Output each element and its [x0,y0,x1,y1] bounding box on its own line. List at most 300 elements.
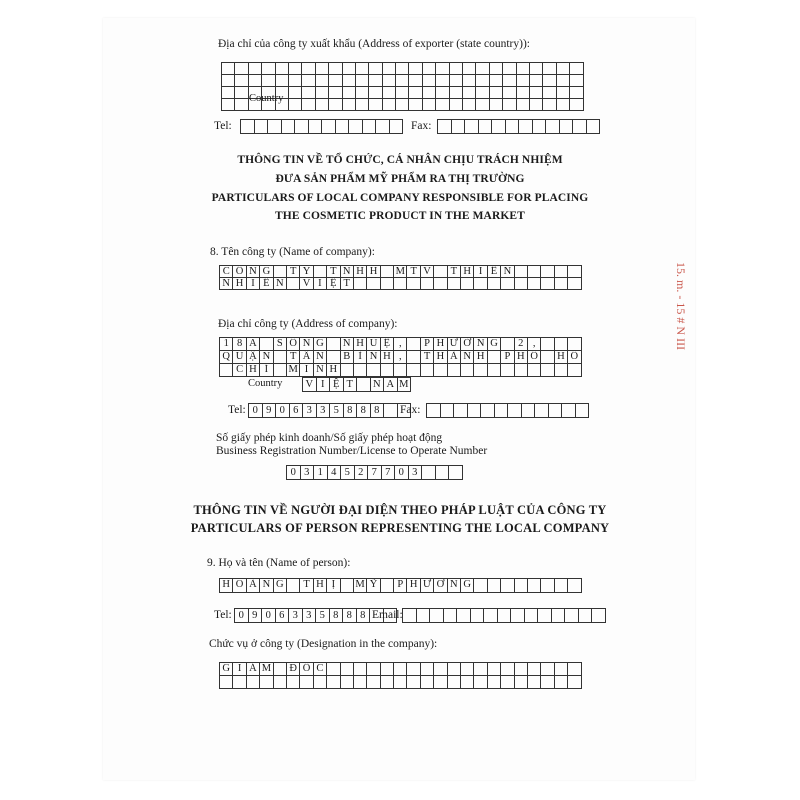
grid-cell: H [327,364,340,377]
exporter-fax-label: Fax: [411,120,432,132]
field-cell [522,404,536,417]
field-cell: 8 [343,609,357,622]
grid-cell: M [260,663,273,676]
field-cell [546,120,560,133]
field-cell: 0 [249,404,263,417]
grid-cell [450,87,463,99]
grid-cell [501,676,514,689]
field-cell [579,609,593,622]
grid-cell [530,63,543,75]
grid-cell: U [367,338,380,351]
field-cell [498,609,512,622]
license-label-vi: Số giấy phép kinh doanh/Số giấy phép hoạt động [216,432,443,444]
field-cell [587,120,601,133]
grid-cell [488,676,501,689]
grid-cell [356,99,369,111]
field-cell [576,404,590,417]
field-cell [457,609,471,622]
grid-cell [515,663,528,676]
field-cell [322,120,336,133]
company-tel-field[interactable] [248,403,411,418]
grid-cell [262,75,275,87]
field-cell: 5 [341,466,355,479]
grid-cell: Ố [528,351,541,364]
grid-cell [570,99,583,111]
field-cell [422,466,436,479]
exporter-country-label: Country [249,93,284,104]
grid-cell: H [555,351,568,364]
grid-cell: S [274,338,287,351]
grid-cell [289,75,302,87]
grid-cell: V [300,278,313,290]
grid-cell [381,278,394,290]
grid-cell [302,63,315,75]
grid-cell [383,75,396,87]
field-cell: 8 [357,609,371,622]
grid-cell: H [434,351,447,364]
field-cell [268,120,282,133]
grid-cell [276,63,289,75]
grid-cell: N [220,278,233,290]
grid-cell [314,266,327,278]
grid-cell [421,278,434,290]
grid-cell [260,338,273,351]
grid-cell [436,75,449,87]
field-cell [479,120,493,133]
grid-cell [341,579,354,593]
grid-cell [543,75,556,87]
grid-cell [450,63,463,75]
grid-cell [274,676,287,689]
grid-cell [222,63,235,75]
grid-cell: G [488,338,501,351]
grid-cell: Ơ [434,579,447,593]
grid-cell [247,676,260,689]
grid-cell: Ì [354,351,367,364]
grid-cell [369,63,382,75]
grid-cell [316,75,329,87]
grid-cell [450,75,463,87]
grid-cell [394,663,407,676]
grid-cell [287,579,300,593]
grid-cell: H [220,579,233,593]
license-number-field[interactable] [286,465,463,480]
grid-cell [262,63,275,75]
grid-cell [233,676,246,689]
grid-cell: 8 [233,338,246,351]
grid-cell [369,75,382,87]
grid-cell [381,663,394,676]
grid-cell [407,364,420,377]
grid-cell [367,676,380,689]
grid-cell [434,278,447,290]
grid-cell [302,99,315,111]
grid-cell [327,338,340,351]
grid-cell: C [314,663,327,676]
field-cell [549,404,563,417]
grid-cell: , [528,338,541,351]
grid-cell [329,75,342,87]
grid-cell: I [314,278,327,290]
field-cell [363,120,377,133]
grid-cell [501,579,514,593]
grid-cell [381,266,394,278]
grid-cell [501,663,514,676]
field-cell: 0 [276,404,290,417]
section-rep-title-en: PARTICULARS OF PERSON REPRESENTING THE LOCAL COMPANY [190,521,610,535]
field-cell [309,120,323,133]
grid-cell [476,63,489,75]
grid-cell [356,75,369,87]
grid-cell [434,663,447,676]
field-cell [295,120,309,133]
grid-cell [343,87,356,99]
grid-cell [327,676,340,689]
grid-cell [383,63,396,75]
grid-cell: N [501,266,514,278]
field-cell [573,120,587,133]
person-email-label: Email: [372,609,403,621]
grid-cell [474,579,487,593]
field-cell: A [384,378,398,391]
company-address-grid[interactable] [219,337,582,377]
grid-cell [396,87,409,99]
grid-cell: Ờ [461,338,474,351]
section-local-title-vi-1: THÔNG TIN VỀ TỔ CHỨC, CÁ NHÂN CHỊU TRÁCH NHIỆM [237,154,563,166]
grid-cell [220,364,233,377]
grid-cell [515,676,528,689]
grid-cell [543,63,556,75]
grid-cell [541,351,554,364]
grid-cell: M [287,364,300,377]
grid-cell: H [354,338,367,351]
grid-cell [568,278,581,290]
field-cell: 8 [357,404,371,417]
grid-cell [327,663,340,676]
grid-cell: 2 [515,338,528,351]
field-cell: 8 [330,609,344,622]
grid-cell: À [448,351,461,364]
grid-cell [327,351,340,364]
grid-cell [274,663,287,676]
grid-cell: I [233,663,246,676]
field-cell [481,404,495,417]
grid-cell: P [394,579,407,593]
grid-cell [409,87,422,99]
field-cell [441,404,455,417]
field-cell: 7 [368,466,382,479]
grid-cell [329,99,342,111]
grid-cell [503,63,516,75]
field-cell [449,466,463,479]
grid-cell [274,364,287,377]
grid-cell: , [394,338,407,351]
grid-cell [528,663,541,676]
grid-cell: G [461,579,474,593]
red-stamp [673,262,688,350]
grid-cell [517,99,530,111]
field-cell [495,404,509,417]
grid-cell: N [260,579,273,593]
grid-cell [530,87,543,99]
grid-cell [276,75,289,87]
grid-cell: P [421,338,434,351]
designation-label: Chức vụ ở công ty (Designation in the company): [209,638,438,650]
section-local-title-vi-2: ĐƯA SẢN PHẨM MỸ PHẨM RA THỊ TRƯỜNG [275,173,525,185]
field-cell [484,609,498,622]
field-cell: 3 [289,609,303,622]
grid-cell [517,63,530,75]
grid-cell [314,676,327,689]
field-cell: 0 [395,466,409,479]
designation-grid[interactable] [219,662,582,689]
person-tel-label: Tel: [214,609,232,621]
grid-cell [249,75,262,87]
company-country-field[interactable] [302,377,411,392]
grid-cell [515,579,528,593]
grid-cell: Â [300,351,313,364]
grid-cell [235,99,248,111]
grid-cell [530,75,543,87]
grid-cell: T [327,266,340,278]
field-cell: 2 [355,466,369,479]
grid-cell: V [421,266,434,278]
field-cell [282,120,296,133]
grid-cell [423,63,436,75]
grid-cell: Ê [488,266,501,278]
grid-cell: U [233,351,246,364]
field-cell: V [303,378,317,391]
field-cell [535,404,549,417]
grid-cell [302,75,315,87]
grid-cell [503,75,516,87]
grid-cell [329,87,342,99]
section-rep-title-vi: THÔNG TIN VỀ NGƯỜI ĐẠI DIỆN THEO PHÁP LUẬT CỦA CÔNG TY [193,503,607,517]
field-cell: 5 [316,609,330,622]
grid-cell [289,63,302,75]
grid-cell [222,87,235,99]
grid-cell: À [247,579,260,593]
section-local-title-en-1: PARTICULARS OF LOCAL COMPANY RESPONSIBLE FOR PLACING [211,192,589,204]
grid-cell [474,663,487,676]
grid-cell [396,75,409,87]
grid-cell [396,63,409,75]
grid-cell [490,63,503,75]
grid-cell: H [314,579,327,593]
field-cell: 3 [303,404,317,417]
grid-cell [396,99,409,111]
company-tel-label: Tel: [228,404,246,416]
grid-cell: H [354,266,367,278]
grid-cell: N [260,351,273,364]
field-cell: 9 [263,404,277,417]
grid-cell: N [300,338,313,351]
grid-cell [515,364,528,377]
grid-cell [476,87,489,99]
grid-cell [235,63,248,75]
grid-cell [463,75,476,87]
grid-cell [316,87,329,99]
grid-cell [474,364,487,377]
grid-cell [341,663,354,676]
person-name-grid[interactable] [219,578,582,593]
grid-cell [421,663,434,676]
grid-cell [354,278,367,290]
grid-cell: G [260,266,273,278]
grid-cell [490,87,503,99]
grid-cell: I [474,266,487,278]
exporter-fax-field[interactable] [437,119,600,134]
grid-cell [463,87,476,99]
field-cell: 8 [344,404,358,417]
field-cell: N [371,378,385,391]
field-cell [471,609,485,622]
field-cell [241,120,255,133]
grid-cell [289,87,302,99]
grid-cell: C [220,266,233,278]
grid-cell [541,278,554,290]
grid-cell [461,278,474,290]
field-cell: 8 [371,404,385,417]
grid-cell [476,75,489,87]
grid-cell: G [274,579,287,593]
field-cell [384,404,398,417]
field-cell [592,609,606,622]
grid-cell [555,278,568,290]
grid-cell [541,266,554,278]
company-name-grid[interactable] [219,265,582,290]
grid-cell [329,63,342,75]
grid-cell [543,87,556,99]
exporter-tel-field[interactable] [240,119,403,134]
grid-cell [463,99,476,111]
grid-cell: H [367,266,380,278]
grid-cell [423,99,436,111]
field-cell [349,120,363,133]
grid-cell [528,579,541,593]
grid-cell [501,338,514,351]
grid-cell: N [314,364,327,377]
grid-cell [434,676,447,689]
grid-cell: I [300,364,313,377]
field-cell [376,120,390,133]
grid-cell [528,278,541,290]
grid-cell: Y [300,266,313,278]
grid-cell [300,676,313,689]
field-cell [560,120,574,133]
grid-cell [463,63,476,75]
field-cell: I [317,378,331,391]
grid-cell: T [300,579,313,593]
grid-cell: Ố [300,663,313,676]
grid-cell [343,75,356,87]
grid-cell: N [247,266,260,278]
section-local-title-en-2: THE COSMETIC PRODUCT IN THE MARKET [275,210,525,222]
grid-cell [421,676,434,689]
grid-cell [503,99,516,111]
field-cell: M [398,378,412,391]
grid-cell: Ê [260,278,273,290]
grid-cell: Ệ [327,278,340,290]
grid-cell [555,266,568,278]
grid-cell [448,663,461,676]
grid-cell [381,364,394,377]
red-stamp-text: 15. m. - 15 # N III [674,262,688,350]
grid-cell: G [314,338,327,351]
field-cell: 0 [235,609,249,622]
grid-cell: B [341,351,354,364]
grid-cell [436,87,449,99]
grid-cell: Ô [233,266,246,278]
field-cell [562,404,576,417]
grid-cell [541,579,554,593]
grid-cell [488,278,501,290]
grid-cell [448,676,461,689]
grid-cell [555,364,568,377]
grid-cell [436,99,449,111]
field-cell [255,120,269,133]
field-cell: 6 [290,404,304,417]
field-cell: 3 [303,609,317,622]
field-cell: Ệ [330,378,344,391]
company-name-label: 8. Tên công ty (Name of company): [210,246,375,258]
grid-cell: T [407,266,420,278]
grid-cell [543,99,556,111]
field-cell: 1 [314,466,328,479]
field-cell [336,120,350,133]
person-email-field[interactable] [402,608,606,623]
grid-cell [557,87,570,99]
field-cell: 6 [276,609,290,622]
grid-cell [222,99,235,111]
grid-cell [557,63,570,75]
grid-cell [570,87,583,99]
grid-cell [249,63,262,75]
grid-cell [289,99,302,111]
grid-cell [369,99,382,111]
grid-cell [461,364,474,377]
grid-cell: Ô [287,338,300,351]
exporter-tel-label: Tel: [214,120,232,132]
field-cell [444,609,458,622]
grid-cell [541,663,554,676]
field-cell [427,404,441,417]
license-label-en: Business Registration Number/License to Operate Number [216,445,488,457]
company-country-label: Country [248,378,283,389]
field-cell: 4 [328,466,342,479]
grid-cell [555,338,568,351]
grid-cell: Ư [421,579,434,593]
grid-cell: Đ [287,663,300,676]
company-fax-field[interactable] [426,403,589,418]
grid-cell [407,676,420,689]
grid-cell [568,676,581,689]
grid-cell: H [434,338,447,351]
grid-cell [409,63,422,75]
grid-cell [501,278,514,290]
field-cell: 9 [249,609,263,622]
field-cell: 3 [301,466,315,479]
grid-cell: Ỹ [367,579,380,593]
grid-cell [394,278,407,290]
grid-cell [434,266,447,278]
grid-cell [557,75,570,87]
grid-cell [354,676,367,689]
grid-cell [407,663,420,676]
grid-cell [287,676,300,689]
grid-cell [343,63,356,75]
grid-cell [488,579,501,593]
